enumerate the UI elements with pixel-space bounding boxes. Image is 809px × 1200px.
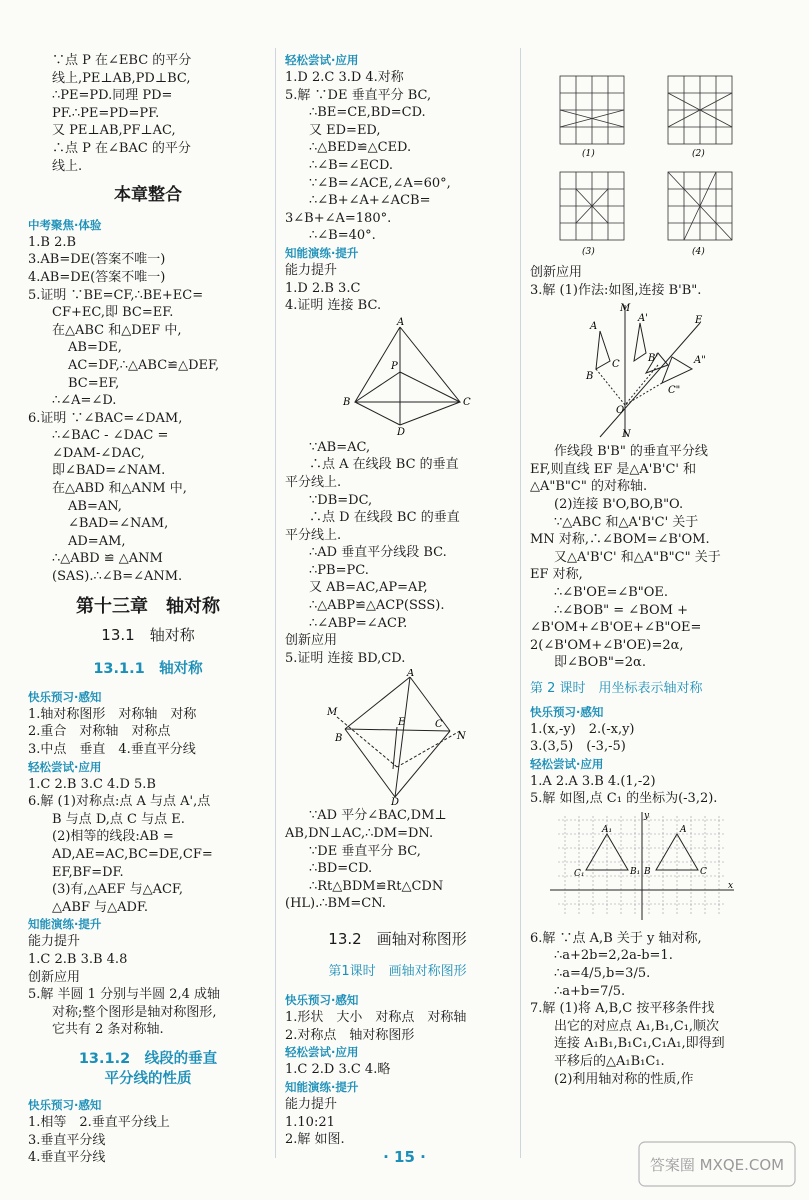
lesson-1-title: 第1课时 画轴对称图形 xyxy=(328,963,467,979)
chapter-13-title: 第十三章 轴对称 xyxy=(76,595,220,617)
column-divider xyxy=(520,48,521,1158)
watermark-text: 答案圈 MXQE.COM xyxy=(649,1156,785,1174)
intro-proof: ∵点 P 在∠EBC 的平分 线上,PE⊥AB,PD⊥BC, ∴PE=PD.同理 PD= PF.∴PE=PD=PF. 又 PE⊥AB,PF⊥AC, ∴点 P 在∠BAC 的平分 线上. xyxy=(52,53,192,174)
section-13-1-1-title: 13.1.1 轴对称 xyxy=(93,660,203,677)
column-3 xyxy=(530,52,780,1088)
column-divider xyxy=(275,48,276,1158)
label-d: D xyxy=(397,426,406,437)
answers-a: 1.B 2.B 3.AB=DE(答案不唯一) 4.AB=DE(答案不唯一) 5.证明 ∵BE=CF,∴BE+EC= CF+EC,即 BC=EF. 在△ABC 和△DEF 中, AB=DE, AC=DF,∴△ABC≌△DEF, BC=EF, ∴∠A=∠D. 6.证明 ∵∠BAC=∠DAM, ∴∠BAC - ∠DAC = ∠DAM-∠DAC, 即∠BAD=∠NAM. 在△ABD 和△ANM 中, AB=AN, ∠BAD=∠NAM, AD=AM, ∴△ABD ≌ △ANM (SAS).∴∠B=∠ANM. xyxy=(28,234,220,585)
label-a: A xyxy=(590,321,598,333)
answers-b: 能力提升 1.D 2.B 3.C 4.证明 连接 BC. xyxy=(285,262,382,314)
label-a: A xyxy=(680,824,687,835)
answers-e: 1.形状 大小 对称点 对称轴 2.对称点 轴对称图形 xyxy=(285,1010,467,1043)
label-b: B xyxy=(586,371,594,383)
label-n: N xyxy=(457,731,466,743)
figure-bisector-mn xyxy=(285,669,505,805)
label-x: x xyxy=(728,880,734,891)
answers-d: 1.A 2.A 3.B 4.(1,-2) 5.解 如图,点 C₁ 的坐标为(-3,2). xyxy=(530,773,718,807)
section-label: 快乐预习·感知 xyxy=(28,689,102,704)
answers-b: 1.轴对称图形 对称轴 对称 2.重合 对称轴 对称点 3.中点 垂直 4.垂直平分线 xyxy=(28,706,197,757)
label-c-double: C" xyxy=(668,385,681,397)
figure-triangle-abc-pd xyxy=(285,317,505,437)
section-label: 知能演练·提升 xyxy=(285,245,359,260)
label-b: B xyxy=(335,733,343,745)
section-label: 轻松尝试·应用 xyxy=(285,1045,359,1060)
label-b: B xyxy=(644,866,651,877)
label-c: C xyxy=(463,396,471,408)
answers-f: 1.C 2.D 3.C 4.略 xyxy=(285,1062,391,1078)
column-2 xyxy=(285,52,510,1149)
answers-e: 1.相等 2.垂直平分线上 3.垂直平分线 4.垂直平分线 xyxy=(28,1114,170,1166)
section-label: 轻松尝试·应用 xyxy=(530,756,604,771)
answers-b: 作线段 B'B" 的垂直平分线 EF,则直线 EF 是△A'B'C' 和 △A"B"C" 的对称轴. (2)连接 B'O,BO,B"O. ∵△ABC 和△A'B'C' 关于 MN 对称,∴∠BOM=∠B'OM. 又△A'B'C' 和△A"B"C" 关于 EF 对称, ∴∠B'OE=∠B"OE. ∴∠BOB" = ∠BOM + ∠B'OM+∠B'OE+∠B"OE= 2(∠B'OM+∠B'OE)=2α, 即∠BOB"=2α. xyxy=(530,444,721,671)
section-label: 知能演练·提升 xyxy=(285,1079,359,1094)
figure-reflection-mn-ef xyxy=(530,301,780,441)
section-label: 快乐预习·感知 xyxy=(28,1097,102,1112)
label-m: M xyxy=(327,707,338,719)
fig-caption-3: (3) xyxy=(582,247,595,257)
label-n: N xyxy=(622,429,631,441)
label-c: C xyxy=(612,359,620,371)
label-a: A xyxy=(407,669,415,680)
label-a-prime: A' xyxy=(638,313,648,325)
answers-a: 创新应用 3.解 (1)作法:如图,连接 B'B". xyxy=(530,265,702,298)
page-number: · 15 · xyxy=(383,1148,426,1166)
section-label: 知能演练·提升 xyxy=(28,917,102,932)
label-c: C xyxy=(435,719,443,731)
section-label: 轻松尝试·应用 xyxy=(28,759,102,774)
lesson-2-title: 第 2 课时 用坐标表示轴对称 xyxy=(530,680,703,696)
label-a: A xyxy=(397,316,405,328)
chapter-summary-heading: 本章整合 xyxy=(114,185,182,206)
figure-coordinate-grid xyxy=(530,810,780,928)
answers-g: 能力提升 1.10:21 2.解 如图. xyxy=(285,1096,345,1148)
answers-d: ∵AD 平分∠BAC,DM⊥ AB,DN⊥AC,∴DM=DN. ∵DE 垂直平分 BC, ∴BD=CD. ∴Rt△BDM≌Rt△CDN (HL).∴BM=CN. xyxy=(285,808,447,912)
column-1 xyxy=(28,52,268,1167)
label-e: E xyxy=(398,717,406,729)
label-e: E xyxy=(695,315,703,327)
section-label: 快乐预习·感知 xyxy=(285,993,359,1008)
answers-a: 1.D 2.C 3.D 4.对称 5.解 ∵DE 垂直平分 BC, ∴BE=CE,BD=CD. 又 ED=ED, ∴△BED≌△CED. ∴∠B=∠ECD. ∵∠B=∠ACE,∠A=60°, ∴∠B+∠A+∠ACB= 3∠B+∠A=180°. ∴∠B=40°. xyxy=(285,70,451,244)
label-d: D xyxy=(391,797,400,806)
section-label: 中考聚焦·体验 xyxy=(28,217,102,232)
watermark-logo xyxy=(637,1138,797,1190)
section-label: 快乐预习·感知 xyxy=(530,704,604,719)
section-13-1-2-title: 13.1.2 线段的垂直 平分线的性质 xyxy=(78,1050,218,1087)
figure-grid-four-designs xyxy=(530,54,780,262)
label-y: y xyxy=(644,810,650,821)
section-label: 轻松尝试·应用 xyxy=(285,53,359,67)
label-c1: C₁ xyxy=(574,868,585,879)
fig-caption-4: (4) xyxy=(692,247,705,257)
label-o: O xyxy=(616,405,625,417)
answers-c: 1.C 2.B 3.C 4.D 5.B 6.解 (1)对称点:点 A 与点 A',点 B 与点 D,点 C 与点 E. (2)相等的线段:AB = AD,AE=AC,BC=DE,CF= EF,BF=DF. (3)有,△AEF 与△ACF, △ABF 与△ADF. xyxy=(28,776,213,915)
label-c: C xyxy=(700,866,707,877)
label-a-double: A" xyxy=(694,355,706,367)
answers-c: 1.(x,-y) 2.(-x,y) 3.(3,5) (-3,-5) xyxy=(530,721,635,755)
answers-e: 6.解 ∵点 A,B 关于 y 轴对称, ∴a+2b=2,2a-b=1. ∴a=4/5,b=3/5. ∴a+b=7/5. 7.解 (1)将 A,B,C 按平移条件找 出它的对应点 A₁,B₁,C₁,顺次 连接 A₁B₁,B₁C₁,C₁A₁,即得到 平移后的△A₁B₁C₁. (2)利用轴对称的性质,作 xyxy=(530,930,725,1087)
answers-d: 能力提升 1.C 2.B 3.B 4.8 创新应用 5.解 半圆 1 分别与半圆 2,4 成轴 对称;整个图形是轴对称图形, 它共有 2 条对称轴. xyxy=(28,934,221,1038)
label-b-prime: B' xyxy=(648,353,659,365)
label-m: M xyxy=(620,303,631,315)
answers-c: ∵AB=AC, ∴点 A 在线段 BC 的垂直 平分线上. ∵DB=DC, ∴点 D 在线段 BC 的垂直 平分线上. ∴AD 垂直平分线段 BC. ∴PB=PC. 又 AB=AC,AP=AP, ∴△ABP≌△ACP(SSS). ∴∠ABP=∠ACP. 创新应用 5.证明 连接 BD,CD. xyxy=(285,439,460,666)
label-p: P xyxy=(391,360,398,372)
fig-caption-2: (2) xyxy=(692,149,705,159)
label-b: B xyxy=(343,396,351,408)
section-13-1-title: 13.1 轴对称 xyxy=(101,626,195,645)
label-a1: A₁ xyxy=(602,824,613,835)
fig-caption-1: (1) xyxy=(582,149,595,159)
section-13-2-title: 13.2 画轴对称图形 xyxy=(328,930,467,948)
label-b1: B₁ xyxy=(630,866,641,877)
